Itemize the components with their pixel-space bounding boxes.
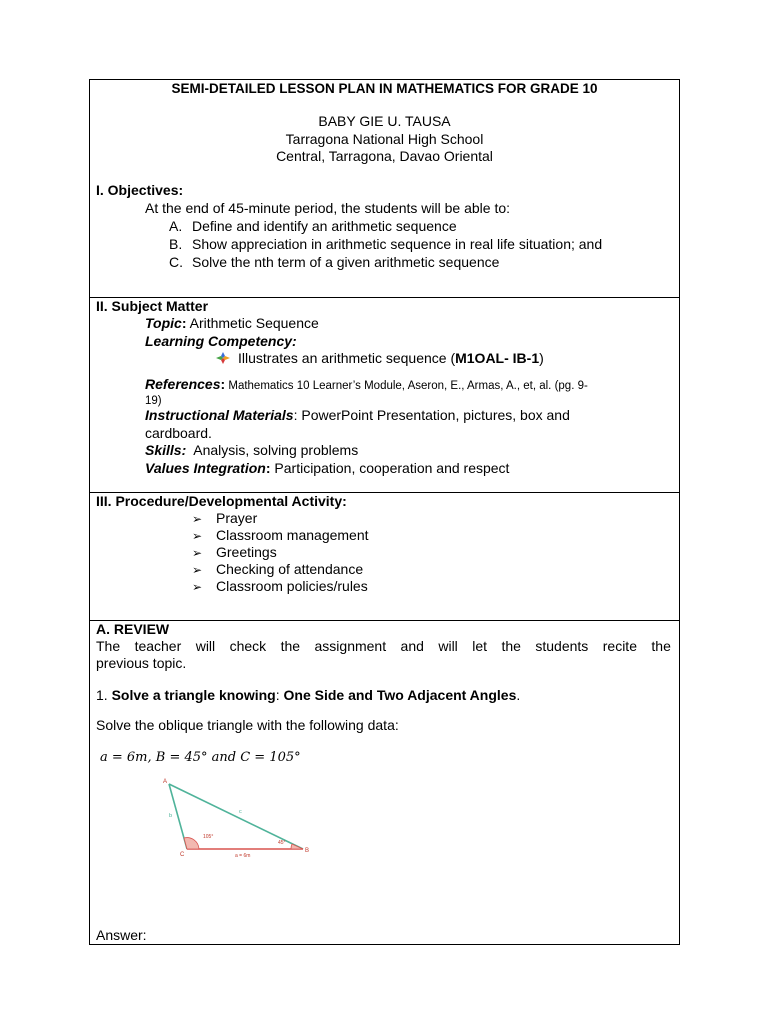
references-text: Mathematics 10 Learner’s Module, Aseron, E., Armas, A., et, al. (pg. 9- xyxy=(225,380,588,392)
review-word: assignment xyxy=(314,638,387,654)
header-objectives-section xyxy=(90,80,679,298)
answer-label: Answer: xyxy=(96,927,147,943)
subject-matter-heading: II. Subject Matter xyxy=(96,298,209,314)
review-word: will xyxy=(195,638,216,654)
skills-value: Analysis, solving problems xyxy=(186,442,359,458)
competency-text: Illustrates an arithmetic sequence ( xyxy=(238,350,456,366)
references-colon: : xyxy=(220,376,226,392)
school-address: Central, Tarragona, Davao Oriental xyxy=(276,148,493,164)
references-label: References xyxy=(145,376,221,392)
competency-close: ) xyxy=(539,350,544,366)
arrow-bullet-icon: ➢ xyxy=(192,529,203,543)
topic-row xyxy=(145,315,319,332)
procedure-item xyxy=(192,544,277,562)
review-word: the xyxy=(501,638,521,654)
author-name: BABY GIE U. TAUSA xyxy=(318,113,451,129)
angle-b-label: 45° xyxy=(278,840,286,846)
review-heading: A. REVIEW xyxy=(96,621,170,637)
review-word: will xyxy=(438,638,458,654)
procedure-item-text: Prayer xyxy=(216,510,258,526)
materials-row xyxy=(145,407,570,424)
review-word: let xyxy=(472,638,488,654)
objective-text: Show appreciation in arithmetic sequence in real life situation; and xyxy=(192,236,603,252)
procedure-item xyxy=(192,527,369,545)
given-equation: a = 6m, B = 45° and C = 105° xyxy=(100,750,301,765)
procedure-item xyxy=(192,578,368,596)
side-c-label: c xyxy=(239,809,242,815)
objective-item xyxy=(169,218,457,235)
values-colon: : xyxy=(265,460,271,476)
arrow-bullet-icon: ➢ xyxy=(192,563,203,577)
materials-continuation: cardboard. xyxy=(145,425,212,441)
competency-code: M1OAL- IB-1 xyxy=(455,350,540,366)
procedure-item xyxy=(192,510,257,528)
arrow-bullet-icon: ➢ xyxy=(192,546,203,560)
vertex-a-label: A xyxy=(163,779,168,785)
school-name: Tarragona National High School xyxy=(285,131,484,147)
objective-text: Define and identify an arithmetic sequence xyxy=(192,218,457,234)
document-title: SEMI-DETAILED LESSON PLAN IN MATHEMATICS FOR GRADE 10 xyxy=(171,81,598,96)
oblique-triangle-figure xyxy=(153,772,313,866)
review-word: The xyxy=(96,638,121,654)
materials-label: Instructional Materials xyxy=(145,407,294,423)
values-value: Participation, cooperation and respect xyxy=(270,460,510,476)
materials-text: : PowerPoint Presentation, pictures, box and xyxy=(293,407,570,423)
procedure-item-text: Greetings xyxy=(216,544,277,560)
objective-marker: C. xyxy=(169,254,183,270)
side-a-label: a = 6m xyxy=(235,853,251,859)
objectives-heading: I. Objectives: xyxy=(96,182,184,198)
review-item-period: . xyxy=(516,687,521,703)
procedure-section xyxy=(90,493,679,621)
skills-label: Skills: xyxy=(145,442,187,458)
procedure-heading: III. Procedure/Developmental Activity: xyxy=(96,493,347,509)
subject-matter-section xyxy=(90,298,679,493)
lesson-plan-table xyxy=(89,79,680,945)
topic-label: Topic xyxy=(145,315,182,331)
review-word: students xyxy=(535,638,589,654)
arrow-bullet-icon: ➢ xyxy=(192,512,203,526)
vertex-b-label: B xyxy=(305,848,310,854)
review-paragraph-line2: previous topic. xyxy=(96,655,187,671)
review-item-colon: : xyxy=(275,687,284,703)
objective-marker: A. xyxy=(169,218,183,234)
procedure-item-text: Classroom policies/rules xyxy=(216,578,368,594)
review-item-title: Solve a triangle knowing xyxy=(111,687,276,703)
review-instruction: Solve the oblique triangle with the following data: xyxy=(96,717,399,733)
values-label: Values Integration xyxy=(145,460,266,476)
competency-label: Learning Competency: xyxy=(145,333,297,349)
objective-marker: B. xyxy=(169,236,183,252)
procedure-item xyxy=(192,561,363,579)
procedure-item-text: Checking of attendance xyxy=(216,561,364,577)
arrow-bullet-icon: ➢ xyxy=(192,580,203,594)
references-continuation: 19) xyxy=(145,395,162,407)
review-word: the xyxy=(651,638,671,654)
review-word: recite xyxy=(602,638,637,654)
review-section xyxy=(90,621,679,944)
values-row xyxy=(145,460,509,477)
review-item xyxy=(96,687,520,704)
review-paragraph-line1 xyxy=(96,638,671,655)
review-word: teacher xyxy=(134,638,182,654)
review-word: and xyxy=(400,638,424,654)
angle-c-label: 105° xyxy=(203,834,214,840)
skills-row xyxy=(145,442,358,459)
objectives-intro: At the end of 45-minute period, the students will be able to: xyxy=(145,200,511,216)
procedure-item-text: Classroom management xyxy=(216,527,369,543)
diamond-bullet-icon xyxy=(216,352,230,364)
references-row xyxy=(145,376,588,395)
competency-row xyxy=(216,350,544,367)
side-b-label: b xyxy=(169,813,173,819)
objective-text: Solve the nth term of a given arithmetic sequence xyxy=(192,254,500,270)
vertex-c-label: C xyxy=(180,852,185,858)
objective-item xyxy=(169,236,602,253)
review-word: the xyxy=(280,638,301,654)
topic-value: Arithmetic Sequence xyxy=(186,315,319,331)
topic-colon: : xyxy=(181,315,187,331)
review-word: check xyxy=(229,638,267,654)
review-item-subtitle: One Side and Two Adjacent Angles xyxy=(283,687,517,703)
objective-item xyxy=(169,254,499,271)
review-item-number: 1. xyxy=(96,687,112,703)
